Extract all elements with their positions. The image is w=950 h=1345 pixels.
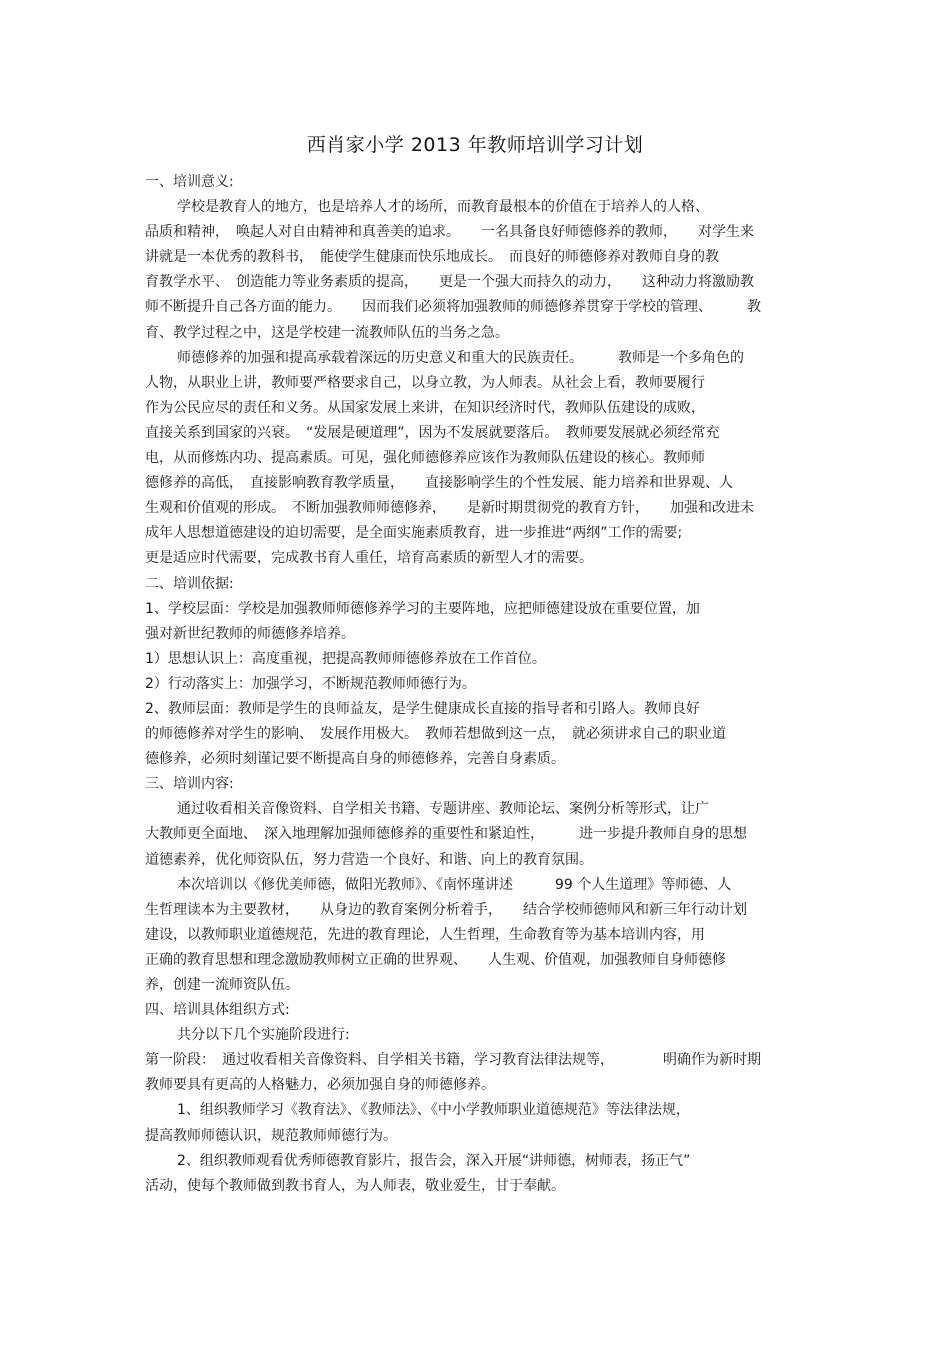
text-line: 学校是教育人的地方，也是培养人才的场所，而教育最根本的价值在于培养人的人格、 xyxy=(177,199,709,216)
text-line: 共分以下几个实施阶段进行: xyxy=(177,1027,350,1044)
text-line: 教师要具有更高的人格魅力，必须加强自身的师德修养。 xyxy=(145,1077,495,1094)
text-line: 大教师更全面地、 深入地理解加强师德修养的重要性和紧迫性， 进一步提升教师自身的思想 xyxy=(145,826,747,843)
text-line: 道德素养，优化师资队伍，努力营造一个良好、和谐、向上的教育氛围。 xyxy=(145,851,593,868)
text-line: 生观和价值观的形成。 不断加强教师师德修养， 是新时期贯彻党的教育方针， 加强和改进未 xyxy=(145,500,754,517)
text-line: 强对新世纪教师的师德修养培养。 xyxy=(145,625,355,642)
text-line: 建设，以教师职业道德规范，先进的教育理论，人生哲理，生命教育等为基本培训内容，用 xyxy=(145,926,705,943)
text-line: 德修养的高低， 直接影响教育教学质量， 直接影响学生的个性发展、能力培养和世界观、人 xyxy=(145,475,733,492)
text-line: 活动，使每个教师做到教书育人，为人师表，敬业爱生，甘于奉献。 xyxy=(145,1177,565,1194)
text-line: 三、培训内容: xyxy=(145,776,234,793)
text-line: 师不断提升自己各方面的能力。 因而我们必须将加强教师的师德修养贯穿于学校的管理、 教 xyxy=(145,299,761,316)
text-line: 的师德修养对学生的影响、 发展作用极大。 教师若想做到这一点， 就必须讲求自己的职业道 xyxy=(145,726,726,743)
text-line: 正确的教育思想和理念激励教师树立正确的世界观、 人生观、价值观，加强教师自身师德修 xyxy=(145,951,726,968)
text-line: 育教学水平、 创造能力等业务素质的提高， 更是一个强大而持久的动力， 这种动力将激励教 xyxy=(145,274,754,291)
text-line: 提高教师师德认识，规范教师师德行为。 xyxy=(145,1127,397,1144)
text-line: 育、教学过程之中，这是学校建一流教师队伍的当务之急。 xyxy=(145,324,509,341)
text-line: 四、培训具体组织方式: xyxy=(145,1002,290,1019)
text-line: 电，从而修炼内功、提高素质。可见，强化师德修养应该作为教师队伍建设的核心。教师师 xyxy=(145,450,705,467)
text-line: 更是适应时代需要，完成教书育人重任，培育高素质的新型人才的需要。 xyxy=(145,550,593,567)
text-line: 德修养，必须时刻谨记要不断提高自身的师德修养，完善自身素质。 xyxy=(145,751,565,768)
text-line: 1、学校层面：学校是加强教师师德修养学习的主要阵地，应把师德建设放在重要位置，加 xyxy=(145,600,700,617)
text-line: 2）行动落实上：加强学习，不断规范教师师德行为。 xyxy=(145,675,476,692)
text-line: 师德修养的加强和提高承载着深远的历史意义和重大的民族责任。 教师是一个多角色的 xyxy=(177,349,744,366)
text-line: 2、组织教师观看优秀师德教育影片，报告会，深入开展“讲师德，树师表，扬正气” xyxy=(177,1152,691,1169)
text-line: 一、培训意义: xyxy=(145,174,234,190)
text-line: 品质和精神， 唤起人对自由精神和真善美的追求。 一名具备良好师德修养的教师， 对学生来 xyxy=(145,224,754,241)
text-line: 1、组织教师学习《教育法》、《教师法》、《中小学教师职业道德规范》等法律法规， xyxy=(177,1102,690,1119)
text-line: 第一阶段： 通过收看相关音像资料、自学相关书籍，学习教育法律法规等， 明确作为新时期 xyxy=(145,1052,761,1069)
text-line: 直接关系到国家的兴衰。 “发展是硬道理”，因为不发展就要落后。 教师要发展就必须经常充 xyxy=(145,424,720,441)
text-line: 2、教师层面：教师是学生的良师益友，是学生健康成长直接的指导者和引路人。教师良好 xyxy=(145,700,700,717)
text-line: 养，创建一流师资队伍。 xyxy=(145,977,299,993)
text-line: 人物，从职业上讲，教师要严格要求自己，以身立教，为人师表。从社会上看，教师要履行 xyxy=(145,374,705,391)
text-line: 二、培训依据: xyxy=(145,575,234,592)
text-line: 成年人思想道德建设的迫切需要，是全面实施素质教育，进一步推进“两纲”工作的需要; xyxy=(145,525,683,542)
document-title: 西肖家小学 2013 年教师培训学习计划 xyxy=(306,134,644,156)
document-body xyxy=(145,170,810,1199)
text-line: 生哲理读本为主要教材， 从身边的教育案例分析着手， 结合学校师德师风和新三年行动计划 xyxy=(145,901,747,918)
text-line: 1）思想认识上：高度重视，把提高教师师德修养放在工作首位。 xyxy=(145,650,546,667)
text-line: 本次培训以《修优美师德，做阳光教师》、《南怀瑾讲述 99 个人生道理》等师德、人 xyxy=(177,876,732,893)
text-line: 作为公民应尽的责任和义务。从国家发展上来讲，在知识经济时代，教师队伍建设的成败， xyxy=(145,399,705,416)
text-line: 通过收看相关音像资料、自学相关书籍、专题讲座、教师论坛、案例分析等形式，让广 xyxy=(177,801,709,818)
text-line: 讲就是一本优秀的教科书， 能使学生健康而快乐地成长。 而良好的师德修养对教师自身的教 xyxy=(145,249,719,266)
